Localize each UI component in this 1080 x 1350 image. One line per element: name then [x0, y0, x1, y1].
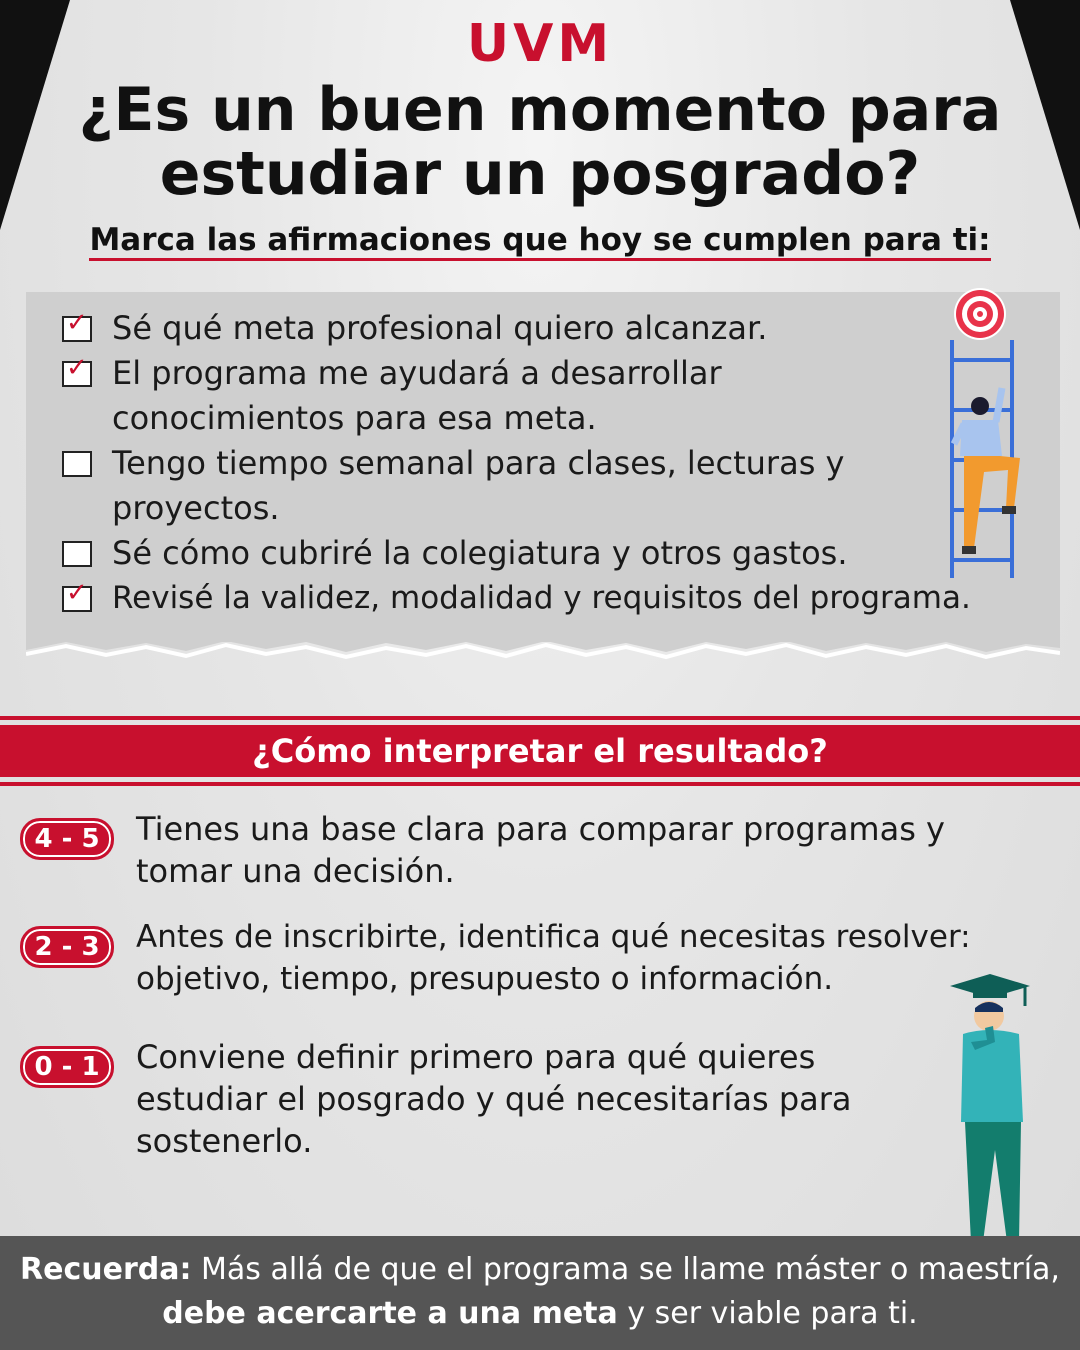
- result-text: Antes de inscribirte, identifica qué necesitas resolver: objetivo, tiempo, presupuesto o información.: [136, 919, 971, 997]
- checkmark-icon: ✓: [66, 353, 88, 383]
- checkbox-icon[interactable]: [62, 541, 92, 567]
- checklist-item[interactable]: [62, 441, 1042, 531]
- checklist-item-text: Revisé la validez, modalidad y requisitos del programa.: [112, 580, 971, 616]
- footer-emphasis: debe acercarte a una meta: [162, 1296, 618, 1331]
- checklist-item[interactable]: [62, 576, 1042, 621]
- graduate-thinking-icon: [935, 972, 1045, 1252]
- checkbox-icon[interactable]: [62, 451, 92, 477]
- result-band-line-bottom: [0, 782, 1080, 786]
- page-title: ¿Es un buen momento para estudiar un posgrado?: [78, 75, 1002, 209]
- result-item: [20, 916, 1060, 1000]
- checkbox-icon[interactable]: [62, 353, 92, 387]
- result-item: [20, 1036, 1060, 1162]
- checkbox-icon[interactable]: [62, 308, 92, 342]
- torn-paper-edge: [26, 630, 1060, 662]
- checklist-item-text: Sé cómo cubriré la colegiatura y otros gastos.: [112, 534, 848, 572]
- checklist-item-text: El programa me ayudará a desarrollar conocimientos para esa meta.: [112, 354, 722, 437]
- ladder-climber-icon: [940, 340, 1030, 580]
- footer-part1: Más allá de que el programa se llame máster o maestría,: [201, 1252, 1060, 1287]
- results-heading: ¿Cómo interpretar el resultado?: [0, 725, 1080, 777]
- checklist: [62, 306, 1042, 621]
- result-text: Conviene definir primero para qué quieres estudiar el posgrado y qué necesitarías para sostenerlo.: [136, 1038, 852, 1160]
- score-badge: 0 - 1: [20, 1046, 114, 1088]
- checkbox-icon[interactable]: [62, 578, 92, 612]
- checklist-item[interactable]: [62, 531, 1042, 576]
- footer-part2: y ser viable para ti.: [627, 1296, 918, 1331]
- uvm-logo: UVM: [466, 14, 614, 74]
- checklist-item-text: Tengo tiempo semanal para clases, lecturas y proyectos.: [112, 444, 845, 527]
- score-badge: 4 - 5: [20, 818, 114, 860]
- checklist-item[interactable]: [62, 306, 1042, 351]
- checklist-item[interactable]: [62, 351, 1042, 441]
- checkmark-icon: ✓: [66, 308, 88, 338]
- result-item: [20, 808, 1060, 892]
- score-badge: 2 - 3: [20, 926, 114, 968]
- subtitle-text: Marca las afirmaciones que hoy se cumplen para ti:: [89, 222, 990, 261]
- target-icon: [950, 286, 1014, 342]
- footer-note: [0, 1236, 1080, 1350]
- footer-lead: Recuerda:: [20, 1252, 192, 1287]
- page-subtitle: [40, 222, 1040, 258]
- checkmark-icon: ✓: [66, 578, 88, 608]
- result-band-line-top: [0, 716, 1080, 720]
- checklist-item-text: Sé qué meta profesional quiero alcanzar.: [112, 309, 768, 347]
- result-text: Tienes una base clara para comparar programas y tomar una decisión.: [136, 810, 945, 890]
